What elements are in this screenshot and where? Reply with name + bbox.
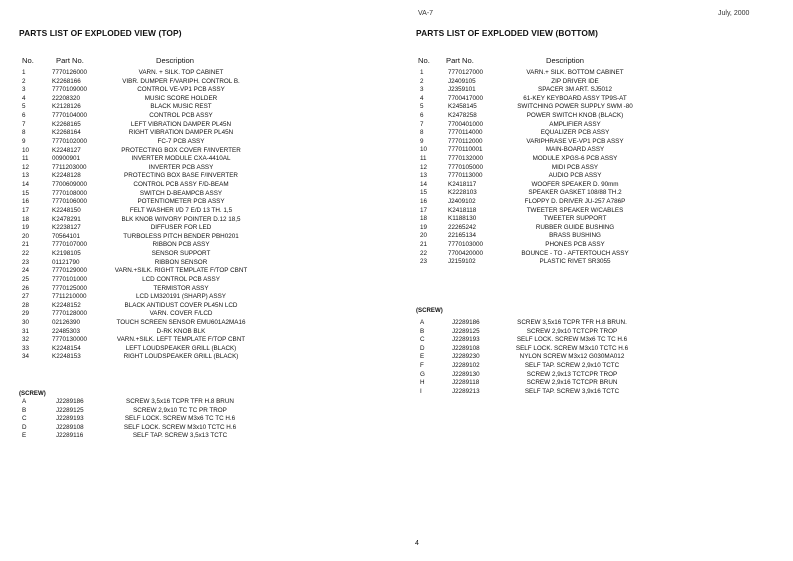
item-number: 10 <box>420 146 428 154</box>
item-number: 3 <box>420 86 424 94</box>
part-description: SCREW 2,9x10 TCTCPR TROP <box>526 327 618 335</box>
item-number: 21 <box>420 241 428 248</box>
part-description: PROTECTING BOX COVER F/INVERTER <box>121 146 241 154</box>
table-row <box>0 257 793 266</box>
item-number: 18 <box>420 215 428 223</box>
item-number: 14 <box>420 180 428 188</box>
part-description: FLOPPY D. DRIVER JU-257 A786P <box>524 198 626 205</box>
part-description: LEFT VIBRATION DAMPER PL45N <box>130 120 232 128</box>
part-description: PHONES PCB ASSY <box>545 241 605 248</box>
item-number: 16 <box>420 198 428 205</box>
part-description: SELF TAP. SCREW 3,5x13 TCTC <box>132 432 228 440</box>
item-number: 17 <box>420 206 428 214</box>
part-number: 7770109000 <box>52 86 88 94</box>
part-description: SPACER 3M ART. SJ5012 <box>538 86 612 94</box>
part-description: BLK KNOB W/IVORY POINTER D.12 18,5 <box>121 215 241 223</box>
item-number: 20 <box>22 232 30 240</box>
item-number: 26 <box>22 284 30 292</box>
item-number: 2 <box>22 77 26 85</box>
item-number: 33 <box>22 344 30 352</box>
item-number: 11 <box>420 155 427 162</box>
part-description: BRASS BUSHING <box>549 232 601 240</box>
part-number: K2128126 <box>52 103 81 111</box>
part-description: EQUALIZER PCB ASSY <box>540 129 610 137</box>
part-number: 7770113000 <box>448 172 483 180</box>
right-screw-heading: (SCREW) <box>416 307 443 314</box>
part-number: J2409105 <box>448 77 476 85</box>
part-number: K2248128 <box>52 172 81 180</box>
part-number: J2289193 <box>56 415 84 423</box>
item-number: 23 <box>22 258 30 266</box>
part-number: K2238127 <box>52 224 81 232</box>
part-number: 7700417000 <box>448 94 484 102</box>
part-number: 7770101000 <box>52 275 88 283</box>
part-description: BLACK ANTIDUST COVER PL45N LCD <box>124 301 238 309</box>
item-number: 3 <box>22 86 26 94</box>
part-description: RIGHT LOUDSPEAKER GRILL (BLACK) <box>123 353 239 361</box>
item-number: 24 <box>22 267 30 275</box>
part-description: ZIP DRIVER IDE <box>551 77 599 85</box>
right-col-no: No. <box>418 56 430 65</box>
right-col-part: Part No. <box>446 56 474 65</box>
item-number: 4 <box>420 94 424 102</box>
part-description: NYLON SCREW M3x12 G030MA012 <box>519 353 625 361</box>
item-number: 11 <box>22 155 29 163</box>
left-section-title: PARTS LIST OF EXPLODED VIEW (TOP) <box>19 28 182 38</box>
part-number: K2478291 <box>52 215 81 223</box>
part-number: 00900901 <box>52 155 81 163</box>
part-description: FC-7 PCB ASSY <box>157 137 205 145</box>
part-description: PLASTIC RIVET SR3055 <box>539 258 611 266</box>
part-description: TURBOLESS PITCH BENDER PBH0201 <box>123 232 239 240</box>
item-number: 5 <box>420 103 424 111</box>
part-description: AMPLIFIER ASSY <box>549 120 601 128</box>
part-description: VARN.+SILK. LEFT TEMPLATE F/TOP CBNT <box>116 336 246 344</box>
part-number: J2289186 <box>56 398 84 405</box>
part-number: K1188130 <box>448 215 477 223</box>
part-description: SPEAKER GASKET 108/88 TH.2 <box>528 189 622 197</box>
part-description: LCD CONTROL PCB ASSY <box>142 275 220 283</box>
part-number: 70564101 <box>52 232 81 240</box>
item-number: C <box>420 336 425 344</box>
part-number: K2198105 <box>52 250 81 258</box>
part-description: SCREW 2,9x16 TCTCPR BRUN <box>526 379 618 387</box>
left-col-no: No. <box>22 56 34 65</box>
part-description: SENSOR SUPPORT <box>151 250 211 258</box>
part-description: SWITCH D-BEAMPCB ASSY <box>139 189 223 197</box>
item-number: 31 <box>22 327 30 335</box>
part-number: 7770103000 <box>448 241 484 248</box>
item-number: 22 <box>22 250 30 258</box>
item-number: F <box>420 362 424 369</box>
model-header: VA-7 <box>418 10 434 17</box>
part-description: LCD LM320191 (SHARP) ASSY <box>136 293 226 301</box>
part-number: J2289213 <box>452 387 480 395</box>
left-col-part: Part No. <box>56 56 84 65</box>
part-description: MODULE XPGS-6 PCB ASSY <box>532 155 618 162</box>
part-number: 7770128000 <box>52 310 88 318</box>
part-description: POWER SWITCH KNOB (BLACK) <box>526 112 624 119</box>
part-number: J2289186 <box>452 319 480 326</box>
part-number: 7770108000 <box>52 189 88 197</box>
part-number: 7770132000 <box>448 155 484 162</box>
part-number: J2289125 <box>452 327 480 335</box>
item-number: 19 <box>420 223 428 231</box>
item-number: 15 <box>22 189 30 197</box>
part-number: K2418118 <box>448 206 477 214</box>
part-description: SCREW 3,5x16 TCPR TFR H.8 BRUN. <box>517 319 627 326</box>
part-number: 7770104000 <box>52 112 88 120</box>
part-description: TOUCH SCREEN SENSOR EMU601A2MA16 <box>116 318 246 326</box>
item-number: 15 <box>420 189 428 197</box>
item-number: 6 <box>22 112 26 120</box>
part-description: SCREW 3,5x16 TCPR TFR H.8 BRUN <box>126 398 234 405</box>
part-number: 02126390 <box>52 318 81 326</box>
part-description: SELF LOCK. SCREW M3x10 TCTC H.6 <box>515 344 629 352</box>
part-number: 7700401000 <box>448 120 484 128</box>
item-number: 9 <box>420 137 424 145</box>
part-number: K2248152 <box>52 301 81 309</box>
part-number: K2268164 <box>52 129 81 137</box>
part-number: 7770130000 <box>52 336 88 344</box>
part-number: K2478258 <box>448 112 477 119</box>
part-description: VARN.+SILK. RIGHT TEMPLATE F/TOP CBNT <box>114 267 248 275</box>
item-number: 10 <box>22 146 30 154</box>
item-number: 8 <box>22 129 26 137</box>
item-number: 27 <box>22 293 30 301</box>
part-description: SCREW 2,9x10 TC TC PR TROP <box>133 406 227 414</box>
part-description: VARN.+ SILK. BOTTOM CABINET <box>526 69 624 76</box>
item-number: C <box>22 415 27 423</box>
screw-row <box>0 431 793 440</box>
part-number: 7700609000 <box>52 181 88 189</box>
part-description: MIDI PCB ASSY <box>551 163 599 171</box>
item-number: 23 <box>420 258 428 266</box>
part-description: TWEETER SUPPORT <box>543 215 607 223</box>
part-description: PROTECTING BOX BASE F/INVERTER <box>124 172 238 180</box>
part-number: K2248153 <box>52 353 81 361</box>
part-number: 7711203000 <box>52 163 87 171</box>
item-number: 16 <box>22 198 30 206</box>
part-description: CONTROL VE-VP1 PCB ASSY <box>137 86 225 94</box>
part-description: SELF TAP. SCREW 2,9x10 TCTC <box>524 362 620 369</box>
item-number: 28 <box>22 301 30 309</box>
part-number: 22485303 <box>52 327 81 335</box>
item-number: 4 <box>22 94 26 102</box>
part-description: VARN. + SILK. TOP CABINET <box>138 69 224 76</box>
item-number: 13 <box>420 172 428 180</box>
part-description: TERMISTOR ASSY <box>153 284 209 292</box>
part-number: 7770129000 <box>52 267 88 275</box>
item-number: G <box>420 370 425 378</box>
item-number: 19 <box>22 224 30 232</box>
part-number: 7770112000 <box>448 137 483 145</box>
item-number: H <box>420 379 425 387</box>
item-number: E <box>420 353 425 361</box>
part-description: SELF TAP. SCREW 3,9x16 TCTC <box>524 387 620 395</box>
part-number: K2268166 <box>52 77 81 85</box>
part-number: J2289116 <box>56 432 84 440</box>
part-number: J2289108 <box>452 344 480 352</box>
part-description: WOOFER SPEAKER D. 90mm <box>531 180 619 188</box>
part-number: 7770125000 <box>52 284 88 292</box>
part-number: 22208320 <box>52 94 81 102</box>
part-description: MAIN-BOARD ASSY <box>545 146 605 154</box>
part-description: INVERTER PCB ASSY <box>148 163 214 171</box>
part-description: CONTROL PCB ASSY <box>149 112 213 120</box>
item-number: 34 <box>22 353 30 361</box>
part-number: K2248127 <box>52 146 81 154</box>
part-description: AUDIO PCB ASSY <box>548 172 602 180</box>
part-description: MUSIC SCORE HOLDER <box>144 94 218 102</box>
item-number: A <box>22 398 27 405</box>
item-number: 1 <box>420 69 424 76</box>
item-number: B <box>420 327 425 335</box>
part-number: K2248150 <box>52 206 81 214</box>
part-number: 7770107000 <box>52 241 88 249</box>
item-number: 8 <box>420 129 424 137</box>
part-number: K2418117 <box>448 180 477 188</box>
part-description: RIBBON PCB ASSY <box>152 241 210 249</box>
item-number: 1 <box>22 69 26 76</box>
part-number: 01121790 <box>52 258 80 266</box>
part-number: J2289193 <box>452 336 480 344</box>
part-number: K2268165 <box>52 120 81 128</box>
item-number: I <box>420 387 422 395</box>
item-number: 17 <box>22 206 30 214</box>
part-description: SWITCHING POWER SUPPLY SWM -80 <box>517 103 633 111</box>
part-number: 7770114000 <box>448 129 483 137</box>
item-number: 7 <box>22 120 26 128</box>
part-number: 22165134 <box>448 232 477 240</box>
item-number: D <box>22 423 27 431</box>
item-number: 9 <box>22 137 26 145</box>
part-description: TWEETER SPEAKER W/CABLES <box>526 206 624 214</box>
item-number: 29 <box>22 310 30 318</box>
part-number: 7770102000 <box>52 137 88 145</box>
part-number: J2159102 <box>448 258 476 266</box>
item-number: 5 <box>22 103 26 111</box>
item-number: E <box>22 432 27 440</box>
left-screw-heading: (SCREW) <box>19 390 46 397</box>
part-description: POTENTIOMETER PCB ASSY <box>137 198 225 206</box>
item-number: 22 <box>420 249 428 257</box>
part-number: J2289130 <box>452 370 480 378</box>
part-description: VARIPHRASE VE-VP1 PCB ASSY <box>526 137 624 145</box>
item-number: 7 <box>420 120 424 128</box>
item-number: 2 <box>420 77 424 85</box>
part-description: SELF LOCK. SCREW M3x6 TC TC H.6 <box>516 336 628 344</box>
part-number: 22265242 <box>448 223 477 231</box>
part-number: K2458145 <box>448 103 477 111</box>
item-number: 12 <box>420 163 428 171</box>
screw-row <box>0 387 793 396</box>
part-number: J2359101 <box>448 86 476 94</box>
part-description: 61-KEY KEYBOARD ASSY TP9S-AT <box>523 94 627 102</box>
item-number: 32 <box>22 336 30 344</box>
part-description: RIGHT VIBRATION DAMPER PL45N <box>128 129 234 137</box>
part-description: INVERTER MODULE CXA-4410AL <box>131 155 231 163</box>
part-description: D-RK KNOB BLK <box>156 327 206 335</box>
part-description: DIFFUSER FOR LED <box>150 224 212 232</box>
item-number: 20 <box>420 232 428 240</box>
part-description: BOUNCE - TO - AFTERTOUCH ASSY <box>521 249 629 257</box>
part-number: J2289102 <box>452 362 480 369</box>
part-number: 7700420000 <box>448 249 484 257</box>
part-number: J2289118 <box>452 379 480 387</box>
part-number: 7770126000 <box>52 69 88 76</box>
part-number: 7711210000 <box>52 293 87 301</box>
item-number: 14 <box>22 181 30 189</box>
part-description: RIBBON SENSOR <box>154 258 208 266</box>
item-number: 25 <box>22 275 30 283</box>
part-number: J2289125 <box>56 406 84 414</box>
right-section-title: PARTS LIST OF EXPLODED VIEW (BOTTOM) <box>416 28 598 38</box>
item-number: D <box>420 344 425 352</box>
part-number: J2289108 <box>56 423 84 431</box>
part-number: 7770127000 <box>448 69 484 76</box>
part-description: CONTROL PCB ASSY F/D-BEAM <box>133 181 229 189</box>
part-description: BLACK MUSIC REST <box>150 103 212 111</box>
left-col-desc: Description <box>156 56 194 65</box>
part-description: RUBBER GUIDE BUSHING <box>535 223 615 231</box>
item-number: 6 <box>420 112 424 119</box>
item-number: 12 <box>22 163 30 171</box>
item-number: 21 <box>22 241 30 249</box>
part-description: SELF LOCK. SCREW M3x10 TCTC H.6 <box>123 423 237 431</box>
item-number: A <box>420 319 425 326</box>
item-number: 13 <box>22 172 30 180</box>
item-number: 30 <box>22 318 30 326</box>
part-number: 7770106000 <box>52 198 88 206</box>
part-description: SCREW 2,9x13 TCTCPR TROP <box>526 370 618 378</box>
item-number: 18 <box>22 215 30 223</box>
part-number: K2248154 <box>52 344 81 352</box>
part-number: K2228103 <box>448 189 477 197</box>
part-description: VIBR. DUMPER F/VARIPH. CONTROL B. <box>122 77 240 85</box>
page-number: 4 <box>415 540 419 547</box>
right-col-desc: Description <box>546 56 584 65</box>
part-number: 7770110001 <box>448 146 483 154</box>
part-description: VARN. COVER F/LCD <box>149 310 213 318</box>
item-number: B <box>22 406 27 414</box>
part-number: J2289230 <box>452 353 480 361</box>
part-description: LEFT LOUDSPEAKER GRILL (BLACK) <box>125 344 237 352</box>
part-description: FELT WASHER I/D 7 E/D 13 TH. 1,5 <box>129 206 233 214</box>
part-number: 7770105000 <box>448 163 484 171</box>
date-header: July, 2000 <box>718 10 750 17</box>
part-number: J2409102 <box>448 198 476 205</box>
part-description: SELF LOCK. SCREW M3x6 TC TC H.6 <box>124 415 236 423</box>
